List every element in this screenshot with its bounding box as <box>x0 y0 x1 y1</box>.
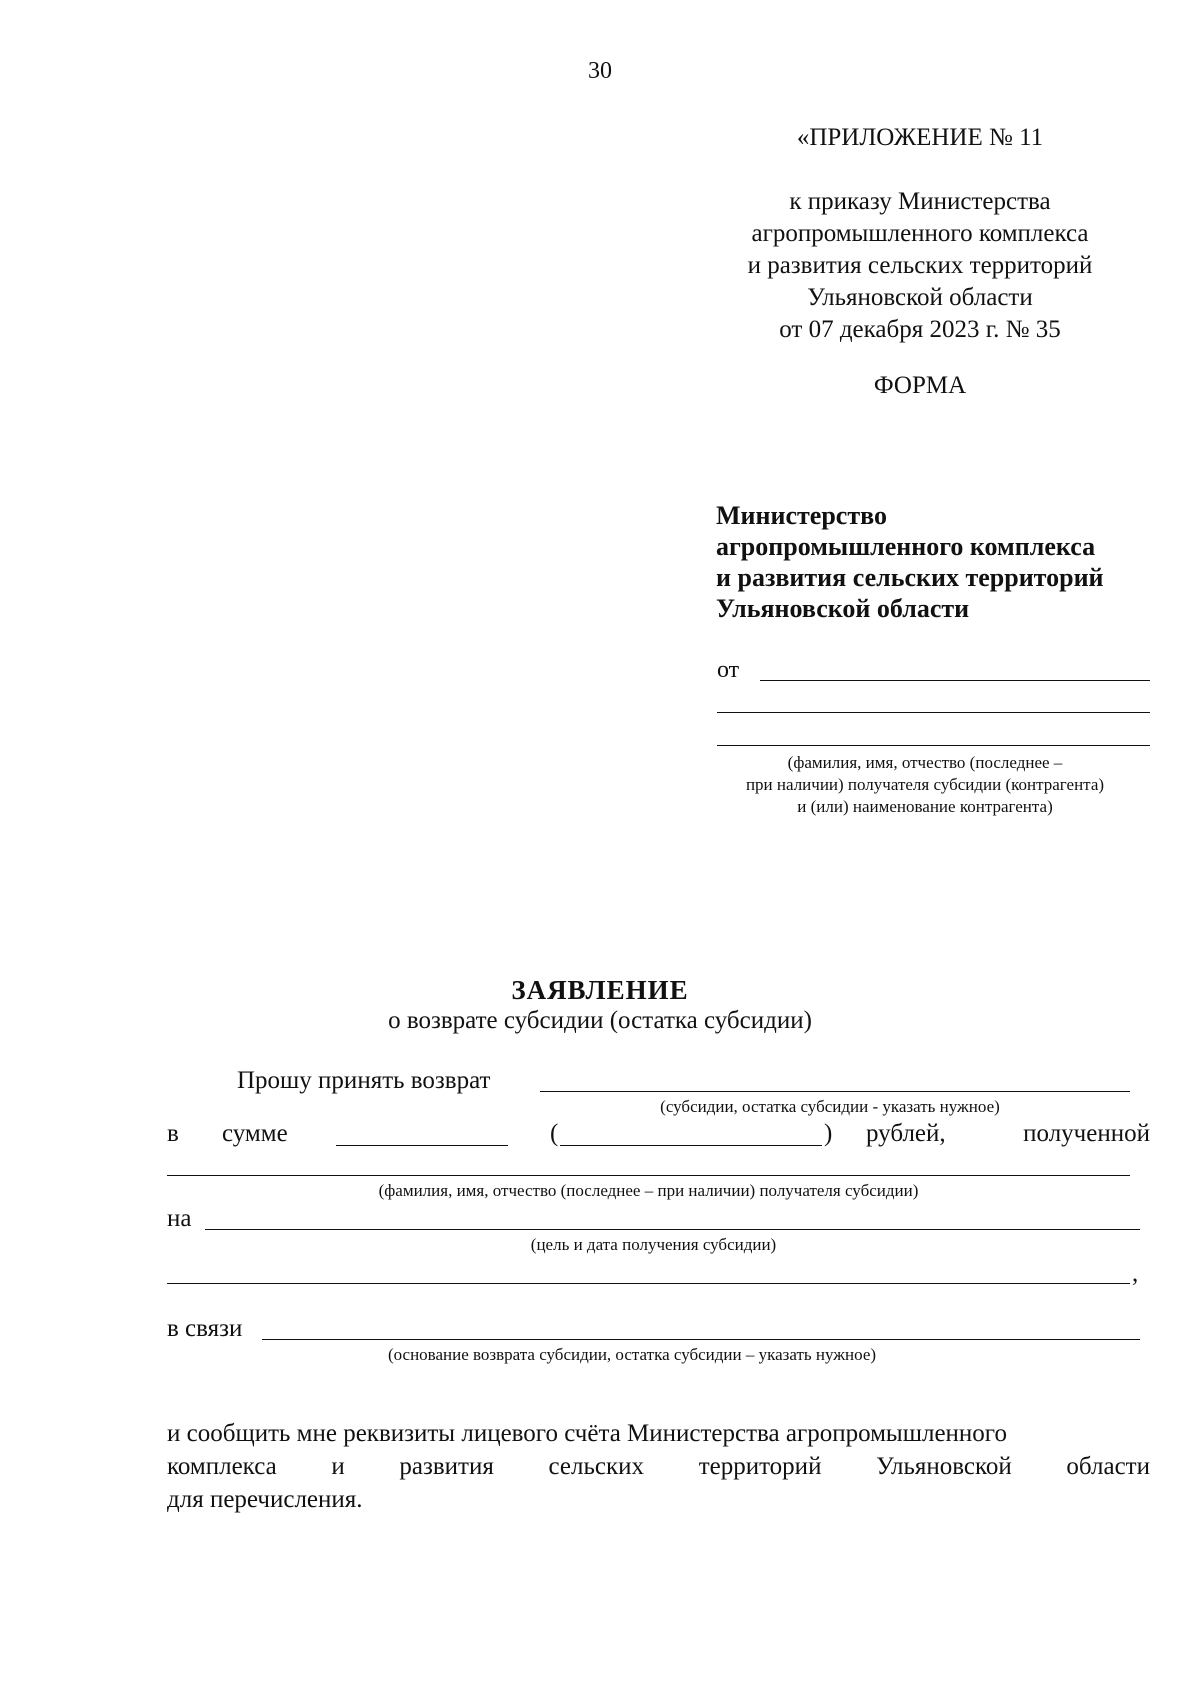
addressee-line: агропромышленного комплекса <box>716 532 1096 561</box>
from-field-line-3[interactable] <box>717 745 1150 746</box>
appendix-ref-line: от 07 декабря 2023 г. № 35 <box>779 316 1061 343</box>
closing-line-2: комплекса и развития сельских территорий Ульяновской области <box>167 1453 1150 1480</box>
appendix-ref-line: к приказу Министерства <box>789 188 1051 215</box>
statement-subtitle: о возврате субсидии (остатка субсидии) <box>388 1007 812 1034</box>
request-type-hint: (субсидии, остатка субсидии - указать нужное) <box>660 1097 1000 1116</box>
rubles-label: рублей, <box>866 1120 946 1147</box>
purpose-hint: (цель и дата получения субсидии) <box>530 1235 777 1254</box>
purpose-field[interactable] <box>205 1229 1140 1230</box>
received-label: полученной <box>1023 1120 1150 1147</box>
appendix-reference <box>700 186 1140 346</box>
appendix-ref-line: агропромышленного комплекса <box>751 220 1089 247</box>
on-label: на <box>167 1205 192 1232</box>
appendix-ref-line: Ульяновской области <box>807 284 1033 311</box>
from-label: от <box>717 657 740 683</box>
page-number: 30 <box>588 58 612 84</box>
closing-paragraph <box>167 1417 1150 1516</box>
statement-title: ЗАЯВЛЕНИЕ <box>511 975 689 1005</box>
request-type-field[interactable] <box>540 1091 1130 1092</box>
closing-line-3: для перечисления. <box>167 1486 363 1513</box>
forma-label: ФОРМА <box>873 372 967 399</box>
paren-open: ( <box>550 1120 559 1147</box>
appendix-ref-line: и развития сельских территорий <box>747 252 1093 279</box>
addressee-line: Ульяновской области <box>716 594 970 623</box>
addressee-block <box>716 500 1104 624</box>
recipient-hint: (фамилия, имя, отчество (последнее – при наличии) получателя субсидии) <box>378 1181 919 1200</box>
from-field-line-1[interactable] <box>760 680 1150 681</box>
sum-preposition: в <box>167 1120 179 1147</box>
addressee-line: и развития сельских территорий <box>716 563 1104 592</box>
from-field-hint: (фамилия, имя, отчество (последнее – при наличии) получателя субсидии (контрагента) и (или) наименование контрагента) <box>745 753 1105 816</box>
reason-label: в связи <box>167 1315 243 1342</box>
request-label: Прошу принять возврат <box>237 1067 491 1094</box>
reason-field[interactable] <box>262 1339 1140 1340</box>
appendix-title: «ПРИЛОЖЕНИЕ № 11 <box>796 124 1044 151</box>
addressee-line: Министерство <box>716 501 887 530</box>
sum-words-field[interactable] <box>560 1145 822 1146</box>
purpose-field-continued[interactable] <box>167 1283 1130 1284</box>
recipient-field[interactable] <box>167 1175 1130 1176</box>
comma: , <box>1132 1260 1139 1287</box>
sum-digits-field[interactable] <box>336 1145 508 1146</box>
sum-label: сумме <box>222 1120 288 1147</box>
from-field-line-2[interactable] <box>717 712 1150 713</box>
reason-hint: (основание возврата субсидии, остатка субсидии – указать нужное) <box>387 1345 877 1364</box>
paren-close: ) <box>824 1120 833 1147</box>
closing-line-1: и сообщить мне реквизиты лицевого счёта Министерства агропромышленного <box>167 1420 1007 1447</box>
